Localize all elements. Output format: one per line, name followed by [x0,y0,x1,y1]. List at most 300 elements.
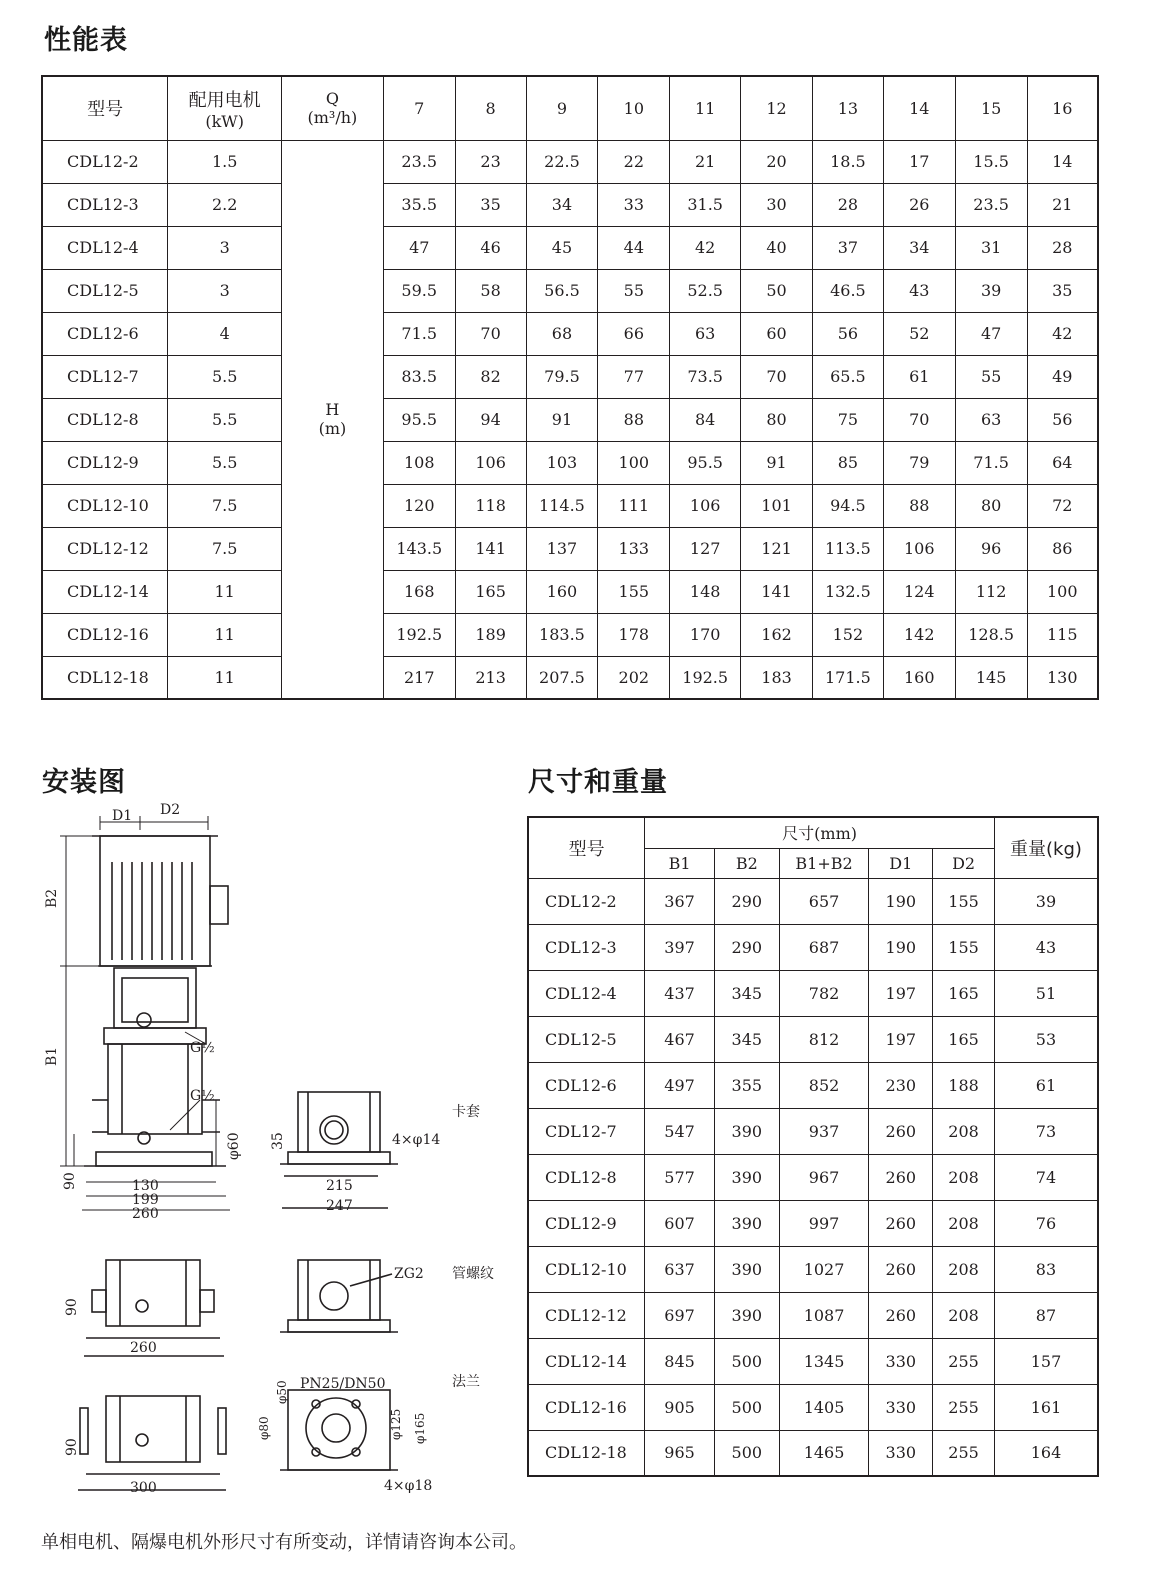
head-value-cell: 42 [1027,312,1098,355]
power-cell: 11 [168,613,282,656]
power-cell: 2.2 [168,183,282,226]
head-value-cell: 31 [955,226,1027,269]
head-value-cell: 112 [955,570,1027,613]
head-value-cell: 52 [883,312,955,355]
head-value-cell: 59.5 [383,269,455,312]
model-cell: CDL12-2 [42,140,168,183]
head-value-cell: 50 [741,269,813,312]
model-cell: CDL12-10 [42,484,168,527]
label-g-half-top: G½ [190,1040,215,1056]
head-value-cell: 23 [455,140,526,183]
head-value-cell: 26 [883,183,955,226]
head-value-cell: 141 [455,527,526,570]
head-value-cell: 108 [383,441,455,484]
flange-fitting-shape [280,1390,398,1470]
head-value-cell: 96 [955,527,1027,570]
head-value-cell: 79.5 [526,355,598,398]
weight-cell: 73 [994,1108,1098,1154]
dim-value-cell: 355 [714,1062,779,1108]
label-d1: D1 [112,808,133,824]
head-value-cell: 43 [883,269,955,312]
dim-value-cell: 1345 [779,1338,869,1384]
flow-rate-header: 13 [812,76,883,140]
dim-value-cell: 208 [933,1246,995,1292]
performance-row [42,140,1098,183]
head-value-cell: 189 [455,613,526,656]
label-clamp: 卡套 [452,1104,480,1120]
dimensions-title: 尺寸和重量 [528,767,668,798]
dim-value-cell: 260 [869,1154,933,1200]
head-value-cell: 49 [1027,355,1098,398]
flow-rate-header: 7 [383,76,455,140]
head-value-cell: 30 [741,183,813,226]
weight-cell: 164 [994,1430,1098,1476]
flow-rate-header: 14 [883,76,955,140]
head-value-cell: 115 [1027,613,1098,656]
head-value-cell: 128.5 [955,613,1027,656]
dimensions-row [528,1016,1098,1062]
head-value-cell: 142 [883,613,955,656]
dim-model-cell: CDL12-8 [528,1154,645,1200]
dim-value-cell: 255 [933,1384,995,1430]
dim-value-cell: 390 [714,1154,779,1200]
dim-value-cell: 155 [933,924,995,970]
dim-model-cell: CDL12-5 [528,1016,645,1062]
dimensions-row [528,1062,1098,1108]
pump-bracket-shape [84,968,226,1166]
dim-model-cell: CDL12-2 [528,878,645,924]
head-value-cell: 103 [526,441,598,484]
head-value-cell: 88 [598,398,670,441]
dim-model-cell: CDL12-4 [528,970,645,1016]
dim-model-header: 型号 [528,817,645,878]
head-value-cell: 207.5 [526,656,598,699]
head-value-cell: 101 [741,484,813,527]
dim-value-cell: 497 [645,1062,715,1108]
head-value-cell: 55 [955,355,1027,398]
head-value-cell: 70 [883,398,955,441]
head-value-cell: 152 [812,613,883,656]
dimensions-row [528,970,1098,1016]
head-value-cell: 106 [670,484,741,527]
head-value-cell: 75 [812,398,883,441]
head-value-cell: 70 [741,355,813,398]
weight-cell: 53 [994,1016,1098,1062]
head-value-cell: 28 [1027,226,1098,269]
head-value-cell: 183 [741,656,813,699]
weight-header: 重量(kg) [994,817,1098,878]
head-value-cell: 17 [883,140,955,183]
dim-value-cell: 208 [933,1292,995,1338]
head-value-cell: 83.5 [383,355,455,398]
performance-row [42,613,1098,656]
head-value-cell: 21 [1027,183,1098,226]
dim-value-cell: 390 [714,1200,779,1246]
label-bolt-4x14: 4×φ14 [392,1132,441,1148]
label-bolt-4x18: 4×φ18 [384,1478,433,1494]
dim-value-cell: 260 [869,1292,933,1338]
flow-rate-header: 8 [455,76,526,140]
head-value-cell: 34 [526,183,598,226]
label-b2: B2 [44,888,60,908]
dim-value-cell: 500 [714,1338,779,1384]
dim-value-cell: 1087 [779,1292,869,1338]
installation-title: 安装图 [42,767,126,798]
dim-value-cell: 965 [645,1430,715,1476]
model-cell: CDL12-7 [42,355,168,398]
flow-rate-header: 12 [741,76,813,140]
dim-model-cell: CDL12-3 [528,924,645,970]
head-value-cell: 145 [955,656,1027,699]
motor-header-label: 配用电机 [188,89,261,111]
head-value-cell: 28 [812,183,883,226]
head-value-cell: 23.5 [955,183,1027,226]
dim-value-cell: 165 [933,970,995,1016]
head-value-cell: 64 [1027,441,1098,484]
performance-row [42,484,1098,527]
dim-value-cell: 397 [645,924,715,970]
head-value-cell: 113.5 [812,527,883,570]
dim-value-cell: 155 [933,878,995,924]
head-value-cell: 68 [526,312,598,355]
label-dim-90b: 90 [64,1298,80,1316]
label-dim-260b: 260 [130,1340,157,1356]
label-dim-35: 35 [270,1132,286,1150]
head-value-cell: 77 [598,355,670,398]
dim-model-cell: CDL12-7 [528,1108,645,1154]
performance-row [42,269,1098,312]
flow-header [282,76,384,140]
head-value-cell: 47 [955,312,1027,355]
label-d2: D2 [160,802,181,818]
head-value-cell: 63 [955,398,1027,441]
head-value-cell: 171.5 [812,656,883,699]
head-value-cell: 56 [812,312,883,355]
head-value-cell: 23.5 [383,140,455,183]
dimensions-row [528,924,1098,970]
dimensions-row [528,1108,1098,1154]
head-value-cell: 106 [883,527,955,570]
head-label: H [325,400,340,420]
head-value-cell: 80 [741,398,813,441]
pump-motor-shape [92,836,228,966]
dim-value-cell: 687 [779,924,869,970]
dimensions-row [528,1246,1098,1292]
head-value-cell: 94.5 [812,484,883,527]
head-value-cell: 148 [670,570,741,613]
dim-model-cell: CDL12-6 [528,1062,645,1108]
head-value-cell: 79 [883,441,955,484]
performance-title: 性能表 [44,25,128,56]
dim-model-cell: CDL12-12 [528,1292,645,1338]
power-cell: 11 [168,656,282,699]
label-zg2: ZG2 [394,1266,424,1282]
label-dim-130: 130 [132,1178,159,1194]
dim-value-cell: 345 [714,970,779,1016]
dim-model-cell: CDL12-9 [528,1200,645,1246]
dimensions-table [527,816,1099,1477]
weight-cell: 74 [994,1154,1098,1200]
label-g-half-bottom: G½ [190,1088,215,1104]
dim-value-cell: 437 [645,970,715,1016]
head-value-cell: 137 [526,527,598,570]
dim-value-cell: 290 [714,878,779,924]
weight-cell: 83 [994,1246,1098,1292]
label-flange: 法兰 [452,1374,480,1390]
flow-header-unit: (m³/h) [307,108,358,128]
dim-value-cell: 208 [933,1108,995,1154]
dim-value-cell: 208 [933,1200,995,1246]
head-value-cell: 21 [670,140,741,183]
performance-table [41,75,1099,700]
head-value-cell: 71.5 [383,312,455,355]
flow-rate-header: 15 [955,76,1027,140]
head-value-cell: 120 [383,484,455,527]
performance-row [42,226,1098,269]
dim-value-cell: 547 [645,1108,715,1154]
head-value-cell: 91 [741,441,813,484]
head-value-cell: 55 [598,269,670,312]
thread-fitting-shape [280,1260,398,1332]
head-value-cell: 37 [812,226,883,269]
weight-cell: 157 [994,1338,1098,1384]
head-value-cell: 15.5 [955,140,1027,183]
model-cell: CDL12-5 [42,269,168,312]
dim-value-cell: 260 [869,1200,933,1246]
head-value-cell: 84 [670,398,741,441]
head-value-cell: 95.5 [383,398,455,441]
power-cell: 7.5 [168,527,282,570]
dim-value-cell: 330 [869,1430,933,1476]
head-value-cell: 178 [598,613,670,656]
head-value-cell: 124 [883,570,955,613]
dim-value-cell: 467 [645,1016,715,1062]
head-value-cell: 20 [741,140,813,183]
dim-value-cell: 782 [779,970,869,1016]
head-value-cell: 100 [1027,570,1098,613]
head-value-cell: 45 [526,226,598,269]
dimensions-row [528,1292,1098,1338]
dim-group-header: 尺寸(mm) [645,817,995,848]
head-label-cell [282,140,384,699]
head-value-cell: 71.5 [955,441,1027,484]
dim-value-cell: 937 [779,1108,869,1154]
head-value-cell: 143.5 [383,527,455,570]
head-value-cell: 63 [670,312,741,355]
model-cell: CDL12-4 [42,226,168,269]
dim-col-header: B1 [645,848,715,878]
label-dim-260: 260 [132,1206,159,1222]
power-cell: 5.5 [168,441,282,484]
power-cell: 5.5 [168,398,282,441]
dimensions-header-row-1 [528,817,1098,848]
dimensions-row [528,1430,1098,1476]
head-value-cell: 66 [598,312,670,355]
label-b1: B1 [44,1046,60,1066]
head-value-cell: 46 [455,226,526,269]
dim-value-cell: 260 [869,1108,933,1154]
head-value-cell: 72 [1027,484,1098,527]
dimensions-row [528,878,1098,924]
dim-col-header: D2 [933,848,995,878]
head-value-cell: 94 [455,398,526,441]
label-dim-247: 247 [326,1198,353,1214]
power-cell: 3 [168,226,282,269]
label-pn: PN25/DN50 [300,1376,386,1392]
head-value-cell: 73.5 [670,355,741,398]
power-cell: 5.5 [168,355,282,398]
flange-pump-front-shape [78,1396,226,1490]
weight-cell: 61 [994,1062,1098,1108]
label-dim-215: 215 [326,1178,353,1194]
power-cell: 4 [168,312,282,355]
head-value-cell: 183.5 [526,613,598,656]
installation-drawing [30,800,510,1510]
dim-value-cell: 500 [714,1430,779,1476]
head-value-cell: 88 [883,484,955,527]
head-value-cell: 132.5 [812,570,883,613]
weight-cell: 161 [994,1384,1098,1430]
dim-value-cell: 290 [714,924,779,970]
head-value-cell: 39 [955,269,1027,312]
head-value-cell: 34 [883,226,955,269]
head-value-cell: 170 [670,613,741,656]
label-dim-300: 300 [130,1480,157,1496]
weight-cell: 51 [994,970,1098,1016]
head-value-cell: 40 [741,226,813,269]
model-cell: CDL12-8 [42,398,168,441]
performance-row [42,398,1098,441]
dim-value-cell: 500 [714,1384,779,1430]
dim-value-cell: 208 [933,1154,995,1200]
power-cell: 7.5 [168,484,282,527]
dim-value-cell: 812 [779,1016,869,1062]
head-value-cell: 61 [883,355,955,398]
motor-header [168,76,282,140]
head-value-cell: 14 [1027,140,1098,183]
flow-rate-header: 11 [670,76,741,140]
dim-value-cell: 330 [869,1384,933,1430]
dim-col-header: B2 [714,848,779,878]
performance-header-row [42,76,1098,140]
head-value-cell: 58 [455,269,526,312]
dim-value-cell: 165 [933,1016,995,1062]
dim-value-cell: 845 [645,1338,715,1384]
power-cell: 3 [168,269,282,312]
head-value-cell: 121 [741,527,813,570]
weight-cell: 39 [994,878,1098,924]
head-value-cell: 65.5 [812,355,883,398]
label-dim-90: 90 [62,1172,78,1190]
head-value-cell: 118 [455,484,526,527]
head-value-cell: 127 [670,527,741,570]
dim-value-cell: 367 [645,878,715,924]
head-value-cell: 100 [598,441,670,484]
dim-value-cell: 1405 [779,1384,869,1430]
head-value-cell: 33 [598,183,670,226]
head-value-cell: 18.5 [812,140,883,183]
dim-model-cell: CDL12-14 [528,1338,645,1384]
model-cell: CDL12-12 [42,527,168,570]
dim-value-cell: 345 [714,1016,779,1062]
performance-row [42,570,1098,613]
dim-value-cell: 637 [645,1246,715,1292]
label-dim-199: 199 [132,1192,159,1208]
head-value-cell: 85 [812,441,883,484]
head-value-cell: 31.5 [670,183,741,226]
head-value-cell: 82 [455,355,526,398]
dim-value-cell: 967 [779,1154,869,1200]
dim-value-cell: 577 [645,1154,715,1200]
head-value-cell: 130 [1027,656,1098,699]
dim-value-cell: 197 [869,1016,933,1062]
head-value-cell: 95.5 [670,441,741,484]
label-dim-phi80: φ80 [257,1416,271,1440]
dim-value-cell: 852 [779,1062,869,1108]
flow-header-label: Q [325,89,339,109]
head-value-cell: 192.5 [383,613,455,656]
dim-value-cell: 1465 [779,1430,869,1476]
head-value-cell: 165 [455,570,526,613]
label-thread: 管螺纹 [452,1266,494,1282]
head-unit: (m) [318,419,347,439]
performance-row [42,355,1098,398]
dim-value-cell: 1027 [779,1246,869,1292]
weight-cell: 43 [994,924,1098,970]
head-value-cell: 46.5 [812,269,883,312]
head-value-cell: 213 [455,656,526,699]
flow-rate-header: 9 [526,76,598,140]
label-dim-phi165: φ165 [413,1412,427,1444]
flow-rate-header: 10 [598,76,670,140]
power-cell: 1.5 [168,140,282,183]
head-value-cell: 217 [383,656,455,699]
head-value-cell: 22.5 [526,140,598,183]
head-value-cell: 44 [598,226,670,269]
dim-model-cell: CDL12-18 [528,1430,645,1476]
dim-model-cell: CDL12-10 [528,1246,645,1292]
dim-col-header: B1+B2 [779,848,869,878]
model-header: 型号 [42,76,168,140]
head-value-cell: 56 [1027,398,1098,441]
performance-row [42,527,1098,570]
head-value-cell: 162 [741,613,813,656]
head-value-cell: 60 [741,312,813,355]
dim-value-cell: 230 [869,1062,933,1108]
dimensions-row [528,1338,1098,1384]
performance-row [42,183,1098,226]
head-value-cell: 86 [1027,527,1098,570]
dim-value-cell: 260 [869,1246,933,1292]
dim-col-header: D1 [869,848,933,878]
dim-value-cell: 905 [645,1384,715,1430]
dim-value-cell: 607 [645,1200,715,1246]
head-value-cell: 35.5 [383,183,455,226]
dimensions-row [528,1154,1098,1200]
model-cell: CDL12-14 [42,570,168,613]
head-value-cell: 70 [455,312,526,355]
head-value-cell: 168 [383,570,455,613]
dim-value-cell: 255 [933,1430,995,1476]
dim-value-cell: 390 [714,1292,779,1338]
label-dim-phi50: φ50 [275,1380,289,1404]
motor-header-unit: (kW) [205,111,244,131]
head-value-cell: 35 [455,183,526,226]
weight-cell: 87 [994,1292,1098,1338]
head-value-cell: 155 [598,570,670,613]
dim-value-cell: 197 [869,970,933,1016]
flow-rate-header: 16 [1027,76,1098,140]
